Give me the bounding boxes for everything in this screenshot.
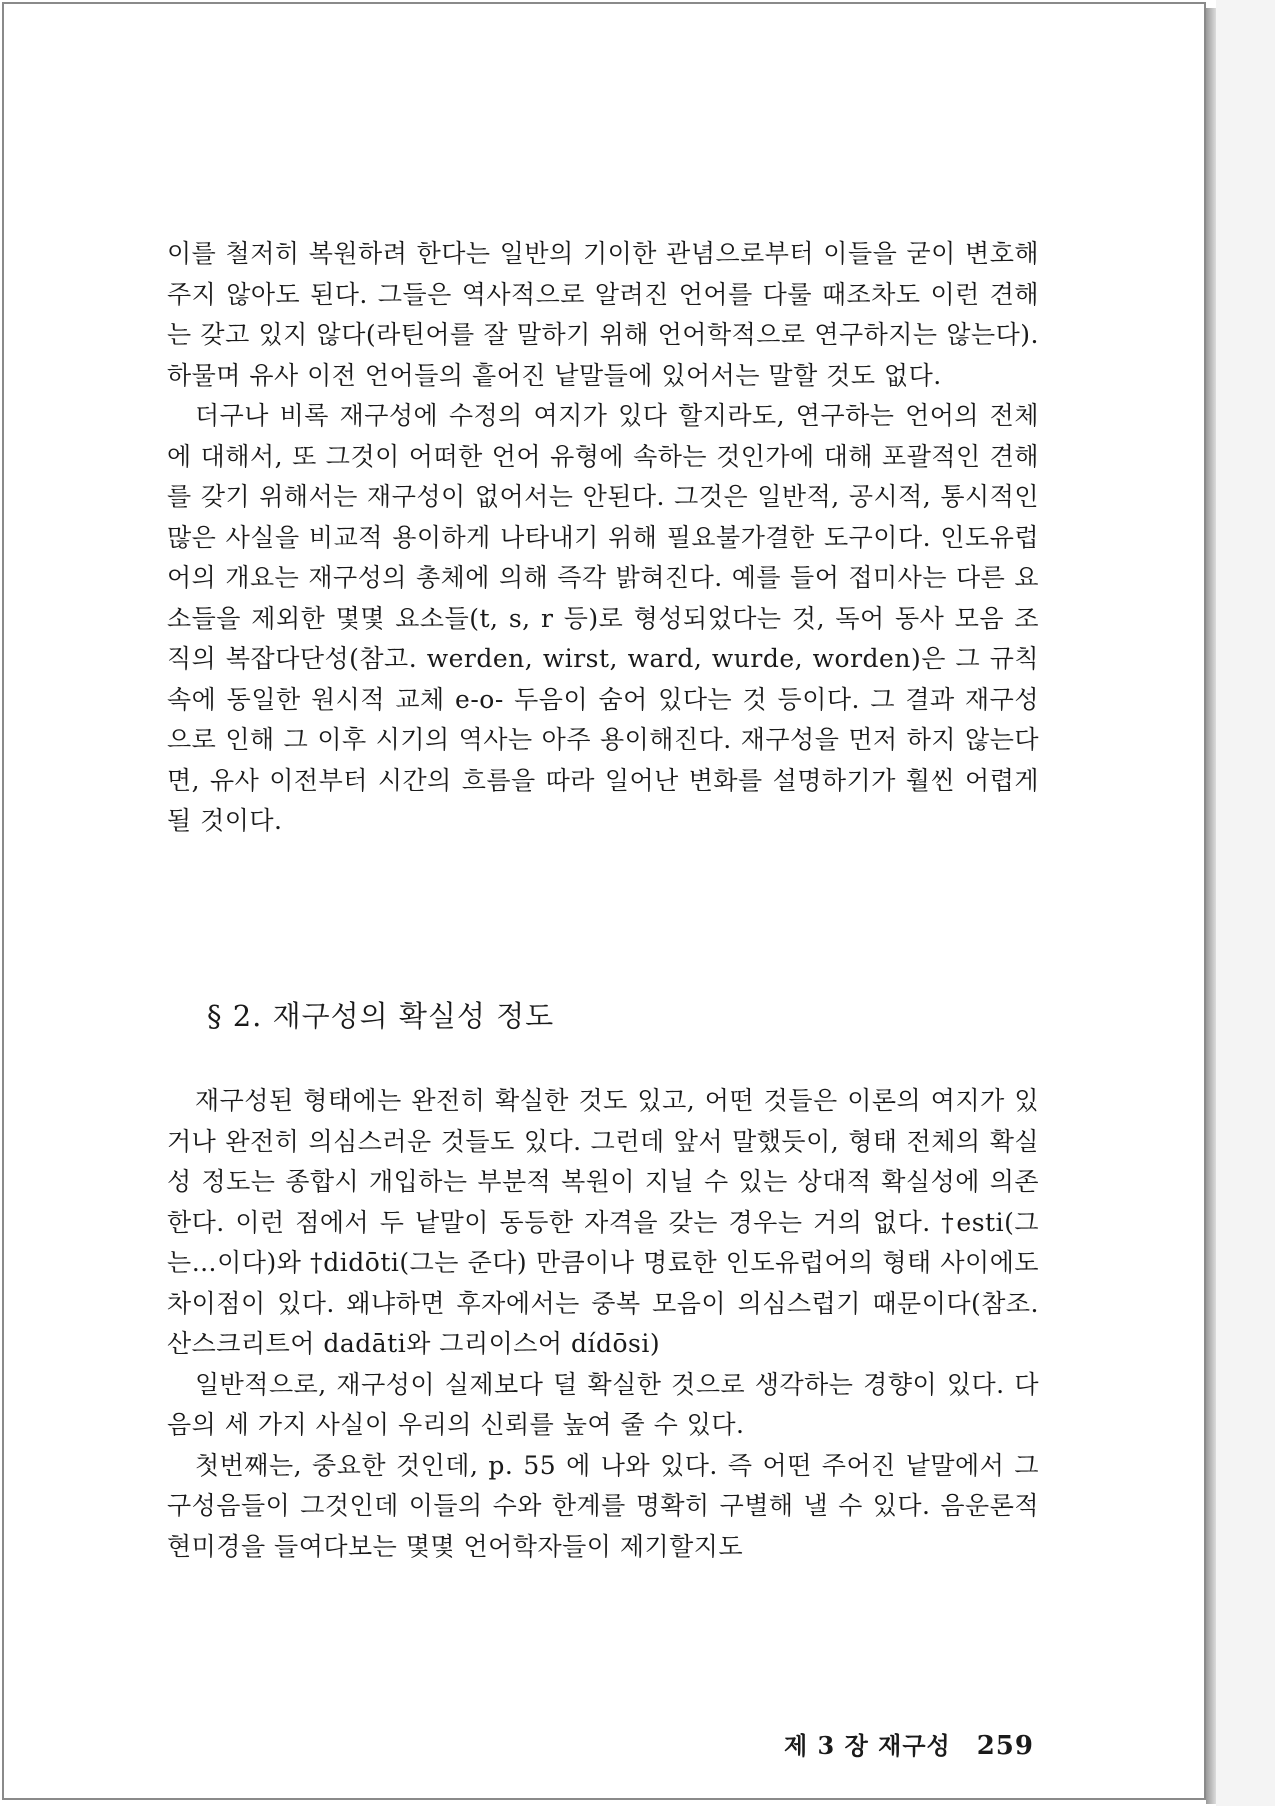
paragraph-3: 재구성된 형태에는 완전히 확실한 것도 있고, 어떤 것들은 이론의 여지가 있거나 완전히 의심스러운 것들도 있다. 그런데 앞서 말했듯이, 형태 전체의 확실성 정도는 종합시 개입하는 부분적 복원이 지닐 수 있는 상대적 확실성에 의존한다. 이런 점에서 두 낱말이 동등한 자격을 갖는 경우는 거의 없다. †esti(그는…이다)와 †didōti(그는 준다) 만큼이나 명료한 인도유럽어의 형태 사이에도 차이점이 있다. 왜냐하면 후자에서는 중복 모음이 의심스럽기 때문이다(참조. 산스크리트어 dadāti와 그리이스어 dídōsi) [167,1086,1039,1358]
body-text-bottom [167,1081,1039,1567]
page-edge-shadow [1206,8,1216,1804]
page-number: 259 [976,1731,1034,1761]
book-page [2,2,1206,1800]
chapter-label: 제 3 장 재구성 [784,1731,951,1760]
section-heading: § 2. 재구성의 확실성 정도 [207,999,555,1033]
paragraph-4: 일반적으로, 재구성이 실제보다 덜 확실한 것으로 생각하는 경향이 있다. 다음의 세 가지 사실이 우리의 신뢰를 높여 줄 수 있다. [167,1369,1039,1439]
paragraph-5: 첫번째는, 중요한 것인데, p. 55 에 나와 있다. 즉 어떤 주어진 낱말에서 그 구성음들이 그것인데 이들의 수와 한계를 명확히 구별해 낼 수 있다. 음운론적 현미경을 들여다보는 몇몇 언어학자들이 제기할지도 [167,1450,1039,1561]
viewer-gutter [1216,0,1275,1806]
running-footer [784,1726,1034,1761]
paragraph-1: 이를 철저히 복원하려 한다는 일반의 기이한 관념으로부터 이들을 굳이 변호해 주지 않아도 된다. 그들은 역사적으로 알려진 언어를 다룰 때조차도 이런 견해는 갖고 있지 않다(라틴어를 잘 말하기 위해 언어학적으로 연구하지는 않는다). 하물며 유사 이전 언어들의 흩어진 낱말들에 있어서는 말할 것도 없다. [167,239,1039,390]
paragraph-2: 더구나 비록 재구성에 수정의 여지가 있다 할지라도, 연구하는 언어의 전체에 대해서, 또 그것이 어떠한 언어 유형에 속하는 것인가에 대해 포괄적인 견해를 갖기 위해서는 재구성이 없어서는 안된다. 그것은 일반적, 공시적, 통시적인 많은 사실을 비교적 용이하게 나타내기 위해 필요불가결한 도구이다. 인도유럽어의 개요는 재구성의 총체에 의해 즉각 밝혀진다. 예를 들어 접미사는 다른 요소들을 제외한 몇몇 요소들(t, s, r 등)로 형성되었다는 것, 독어 동사 모음 조직의 복잡다단성(참고. werden, wirst, ward, wurde, worden)은 그 규칙 속에 동일한 원시적 교체 e-o- 두음이 숨어 있다는 것 등이다. 그 결과 재구성으로 인해 그 이후 시기의 역사는 아주 용이해진다. 재구성을 먼저 하지 않는다면, 유사 이전부터 시간의 흐름을 따라 일어난 변화를 설명하기가 훨씬 어렵게 될 것이다. [167,401,1039,835]
body-text-top [167,234,1039,842]
